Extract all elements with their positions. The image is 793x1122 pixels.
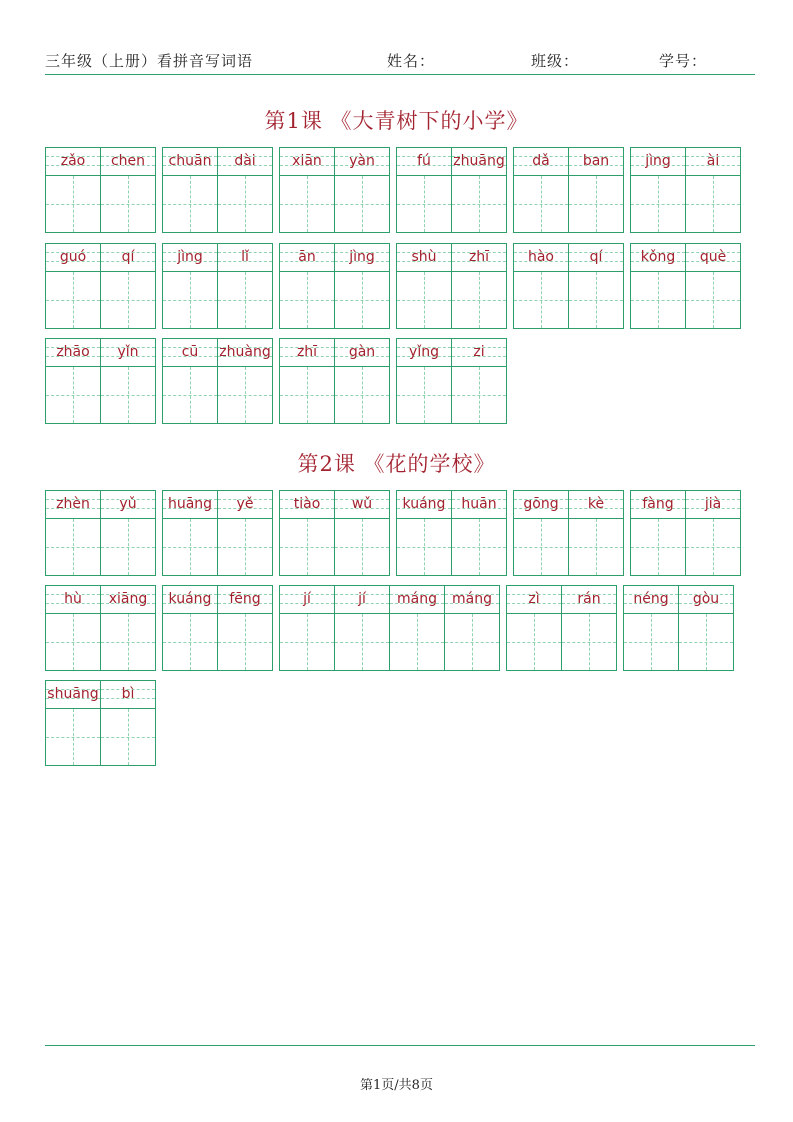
tianzige-box[interactable]	[631, 176, 685, 232]
pinyin-text: fàng	[642, 496, 674, 512]
character-cell[interactable]	[334, 338, 390, 424]
pinyin-text: jìng	[349, 249, 375, 265]
pinyin-text: kuáng	[402, 496, 446, 512]
pinyin-text: guó	[59, 249, 87, 265]
tianzige-box[interactable]	[631, 519, 685, 575]
pinyin-text: gòu	[692, 591, 720, 607]
tianzige-box[interactable]	[163, 614, 217, 670]
pinyin-line	[101, 339, 155, 367]
character-cell[interactable]	[217, 338, 273, 424]
pinyin-line	[163, 491, 217, 519]
character-cell[interactable]	[45, 338, 101, 424]
pinyin-line	[101, 586, 155, 614]
tianzige-box[interactable]	[686, 176, 740, 232]
word-box	[506, 585, 617, 671]
character-cell[interactable]	[279, 490, 335, 576]
tianzige-box[interactable]	[514, 519, 568, 575]
pinyin-text: jìng	[645, 153, 671, 169]
pinyin-line	[397, 148, 451, 176]
word-box	[396, 338, 507, 424]
character-cell[interactable]	[100, 680, 156, 766]
word-box	[630, 147, 741, 233]
character-cell[interactable]	[630, 490, 686, 576]
character-cell[interactable]	[217, 147, 273, 233]
page-number: 第1页/共8页	[360, 1078, 433, 1093]
pinyin-line	[686, 244, 740, 272]
pinyin-line	[335, 148, 389, 176]
lesson-2-title: 第2课 《花的学校》	[297, 452, 496, 476]
tianzige-box[interactable]	[569, 519, 623, 575]
tianzige-box[interactable]	[562, 614, 616, 670]
pinyin-text: dài	[234, 153, 256, 169]
tianzige-box[interactable]	[163, 367, 217, 423]
tianzige-box[interactable]	[101, 176, 155, 232]
pinyin-line	[397, 244, 451, 272]
pinyin-line	[562, 586, 616, 614]
pinyin-text: xiāng	[108, 591, 148, 607]
tianzige-box[interactable]	[397, 519, 451, 575]
character-cell[interactable]	[100, 490, 156, 576]
character-cell[interactable]	[678, 585, 734, 671]
pinyin-line	[514, 491, 568, 519]
character-cell[interactable]	[279, 147, 335, 233]
character-cell[interactable]	[45, 585, 101, 671]
word-box	[630, 490, 741, 576]
character-cell[interactable]	[217, 243, 273, 329]
character-cell[interactable]	[45, 147, 101, 233]
word-box	[45, 147, 156, 233]
pinyin-line	[218, 586, 272, 614]
tianzige-box[interactable]	[218, 367, 272, 423]
pinyin-text: huāng	[167, 496, 213, 512]
tianzige-box[interactable]	[218, 272, 272, 328]
tianzige-box[interactable]	[218, 614, 272, 670]
pinyin-text: hù	[64, 591, 82, 607]
tianzige-box[interactable]	[218, 176, 272, 232]
pinyin-text: huān	[461, 496, 497, 512]
character-cell[interactable]	[396, 243, 452, 329]
pinyin-line	[46, 586, 100, 614]
tianzige-box[interactable]	[335, 176, 389, 232]
word-box	[513, 490, 624, 576]
pinyin-text: cū	[181, 344, 199, 360]
character-cell[interactable]	[334, 490, 390, 576]
pinyin-line	[280, 244, 334, 272]
pinyin-text: zi	[473, 344, 485, 360]
character-cell[interactable]	[506, 585, 562, 671]
tianzige-box[interactable]	[452, 367, 506, 423]
character-cell[interactable]	[561, 585, 617, 671]
pinyin-line	[101, 244, 155, 272]
character-cell[interactable]	[162, 243, 218, 329]
tianzige-box[interactable]	[46, 614, 100, 670]
class-label: 班级：	[531, 52, 580, 70]
worksheet-title: 三年级（上册）看拼音写词语	[45, 52, 254, 70]
pinyin-line	[218, 339, 272, 367]
tianzige-box[interactable]	[280, 272, 334, 328]
pinyin-text: wǔ	[351, 496, 373, 512]
pinyin-text: xiān	[292, 153, 322, 169]
pinyin-line	[679, 586, 733, 614]
tianzige-box[interactable]	[101, 709, 155, 765]
pinyin-line	[280, 148, 334, 176]
word-box	[396, 243, 507, 329]
word-row	[45, 243, 741, 329]
pinyin-line	[335, 586, 389, 614]
pinyin-text: qí	[121, 249, 135, 265]
character-cell[interactable]	[630, 147, 686, 233]
word-box	[45, 680, 156, 766]
word-box	[513, 147, 624, 233]
character-cell[interactable]	[451, 147, 507, 233]
word-box	[162, 243, 273, 329]
tianzige-box[interactable]	[452, 519, 506, 575]
tianzige-box[interactable]	[569, 176, 623, 232]
pinyin-line	[569, 244, 623, 272]
tianzige-box[interactable]	[631, 272, 685, 328]
pinyin-text: ài	[706, 153, 720, 169]
pinyin-line	[218, 491, 272, 519]
word-box	[279, 338, 390, 424]
tianzige-box[interactable]	[280, 176, 334, 232]
character-cell[interactable]	[279, 585, 335, 671]
pinyin-line	[163, 148, 217, 176]
pinyin-line	[452, 148, 506, 176]
tianzige-box[interactable]	[507, 614, 561, 670]
tianzige-box[interactable]	[280, 614, 334, 670]
word-box	[396, 490, 507, 576]
character-cell[interactable]	[513, 243, 569, 329]
character-cell[interactable]	[334, 243, 390, 329]
character-cell[interactable]	[162, 585, 218, 671]
pinyin-text: fú	[417, 153, 431, 169]
pinyin-text: gōng	[523, 496, 559, 512]
character-cell[interactable]	[162, 490, 218, 576]
tianzige-box[interactable]	[679, 614, 733, 670]
pinyin-text: zhèn	[56, 496, 90, 512]
pinyin-line	[218, 244, 272, 272]
pinyin-line	[507, 586, 561, 614]
tianzige-box[interactable]	[335, 367, 389, 423]
pinyin-text: kǒng	[640, 249, 676, 265]
pinyin-text: dǎ	[532, 153, 550, 169]
pinyin-text: yǐng	[409, 344, 439, 360]
character-cell[interactable]	[568, 490, 624, 576]
pinyin-text: gàn	[348, 344, 376, 360]
pinyin-line	[397, 339, 451, 367]
character-cell[interactable]	[334, 147, 390, 233]
pinyin-line	[101, 148, 155, 176]
character-cell[interactable]	[685, 147, 741, 233]
pinyin-text: jí	[303, 591, 311, 607]
tianzige-box[interactable]	[397, 367, 451, 423]
character-cell[interactable]	[162, 338, 218, 424]
pinyin-line	[624, 586, 678, 614]
tianzige-box[interactable]	[624, 614, 678, 670]
tianzige-box[interactable]	[101, 614, 155, 670]
lesson-1-title: 第1课 《大青树下的小学》	[264, 109, 529, 133]
tianzige-box[interactable]	[46, 519, 100, 575]
pinyin-text: zhī	[468, 249, 490, 265]
tianzige-box[interactable]	[101, 272, 155, 328]
character-cell[interactable]	[45, 680, 101, 766]
tianzige-box[interactable]	[163, 272, 217, 328]
character-cell[interactable]	[162, 147, 218, 233]
character-cell[interactable]	[568, 147, 624, 233]
character-cell[interactable]	[279, 243, 335, 329]
word-row	[45, 338, 507, 424]
pinyin-line	[46, 148, 100, 176]
pinyin-text: tiào	[293, 496, 321, 512]
pinyin-text: rán	[577, 591, 601, 607]
character-cell[interactable]	[100, 585, 156, 671]
tianzige-box[interactable]	[163, 519, 217, 575]
tianzige-box[interactable]	[46, 709, 100, 765]
pinyin-text: zì	[528, 591, 540, 607]
tianzige-box[interactable]	[686, 272, 740, 328]
character-cell[interactable]	[685, 490, 741, 576]
tianzige-box[interactable]	[397, 272, 451, 328]
word-box	[162, 147, 273, 233]
character-cell[interactable]	[685, 243, 741, 329]
character-cell[interactable]	[623, 585, 679, 671]
pinyin-text: kè	[587, 496, 605, 512]
footer-divider	[45, 1045, 755, 1046]
character-cell[interactable]	[568, 243, 624, 329]
pinyin-text: máng	[397, 591, 437, 607]
character-cell[interactable]	[451, 338, 507, 424]
character-cell[interactable]	[217, 585, 273, 671]
word-row	[45, 490, 741, 576]
word-row	[45, 147, 741, 233]
tianzige-box[interactable]	[335, 272, 389, 328]
pinyin-line	[452, 244, 506, 272]
tianzige-box[interactable]	[218, 519, 272, 575]
pinyin-text: yàn	[349, 153, 375, 169]
pinyin-text: zǎo	[60, 153, 86, 169]
pinyin-line	[686, 491, 740, 519]
pinyin-line	[46, 491, 100, 519]
pinyin-text: shù	[411, 249, 437, 265]
tianzige-box[interactable]	[46, 176, 100, 232]
pinyin-line	[397, 491, 451, 519]
word-box	[45, 490, 156, 576]
tianzige-box[interactable]	[280, 519, 334, 575]
pinyin-text: què	[699, 249, 727, 265]
pinyin-line	[335, 339, 389, 367]
tianzige-box[interactable]	[335, 519, 389, 575]
pinyin-text: fēng	[229, 591, 261, 607]
word-box	[162, 338, 273, 424]
name-label: 姓名：	[387, 52, 436, 70]
pinyin-text: hào	[527, 249, 555, 265]
pinyin-line	[101, 681, 155, 709]
pinyin-text: yě	[236, 496, 254, 512]
character-cell[interactable]	[100, 243, 156, 329]
character-cell[interactable]	[396, 147, 452, 233]
word-box	[623, 585, 734, 671]
pinyin-text: zhuāng	[453, 153, 505, 169]
pinyin-line	[46, 244, 100, 272]
word-box	[279, 243, 390, 329]
tianzige-box[interactable]	[452, 272, 506, 328]
character-cell[interactable]	[396, 338, 452, 424]
tianzige-box[interactable]	[397, 176, 451, 232]
tianzige-box[interactable]	[163, 176, 217, 232]
word-box	[630, 243, 741, 329]
pinyin-text: zhuàng	[219, 344, 271, 360]
character-cell[interactable]	[45, 490, 101, 576]
tianzige-box[interactable]	[569, 272, 623, 328]
character-cell[interactable]	[45, 243, 101, 329]
word-box	[279, 585, 500, 671]
tianzige-box[interactable]	[686, 519, 740, 575]
pinyin-text: néng	[633, 591, 669, 607]
pinyin-text: zhāo	[56, 344, 90, 360]
character-cell[interactable]	[396, 490, 452, 576]
pinyin-line	[163, 339, 217, 367]
word-box	[45, 338, 156, 424]
word-box	[45, 243, 156, 329]
pinyin-line	[335, 244, 389, 272]
character-cell[interactable]	[100, 147, 156, 233]
word-box	[279, 490, 390, 576]
word-box	[162, 585, 273, 671]
pinyin-line	[445, 586, 499, 614]
pinyin-text: lǐ	[241, 249, 249, 265]
pinyin-line	[280, 339, 334, 367]
pinyin-line	[452, 339, 506, 367]
pinyin-text: kuáng	[168, 591, 212, 607]
pinyin-line	[452, 491, 506, 519]
pinyin-text: qí	[589, 249, 603, 265]
pinyin-text: jìng	[177, 249, 203, 265]
pinyin-text: yǔ	[119, 496, 137, 512]
character-cell[interactable]	[451, 243, 507, 329]
word-box	[279, 147, 390, 233]
student-id-label: 学号：	[659, 52, 708, 70]
word-row	[45, 585, 734, 671]
character-cell[interactable]	[630, 243, 686, 329]
pinyin-line	[686, 148, 740, 176]
word-box	[396, 147, 507, 233]
pinyin-line	[631, 491, 685, 519]
tianzige-box[interactable]	[390, 614, 444, 670]
pinyin-line	[569, 491, 623, 519]
character-cell[interactable]	[279, 338, 335, 424]
character-cell[interactable]	[334, 585, 390, 671]
pinyin-line	[631, 148, 685, 176]
character-cell[interactable]	[217, 490, 273, 576]
pinyin-text: máng	[452, 591, 492, 607]
pinyin-text: ban	[582, 153, 610, 169]
pinyin-line	[514, 244, 568, 272]
character-cell[interactable]	[513, 490, 569, 576]
tianzige-box[interactable]	[514, 176, 568, 232]
pinyin-text: yǐn	[117, 344, 139, 360]
pinyin-line	[46, 339, 100, 367]
pinyin-line	[335, 491, 389, 519]
pinyin-line	[280, 491, 334, 519]
character-cell[interactable]	[444, 585, 500, 671]
character-cell[interactable]	[389, 585, 445, 671]
character-cell[interactable]	[513, 147, 569, 233]
pinyin-text: chuān	[168, 153, 212, 169]
word-box	[45, 585, 156, 671]
pinyin-text: jí	[358, 591, 366, 607]
page-header	[45, 48, 755, 75]
tianzige-box[interactable]	[101, 367, 155, 423]
pinyin-text: shuāng	[47, 686, 99, 702]
pinyin-line	[163, 586, 217, 614]
character-cell[interactable]	[451, 490, 507, 576]
pinyin-line	[280, 586, 334, 614]
pinyin-line	[390, 586, 444, 614]
tianzige-box[interactable]	[46, 272, 100, 328]
pinyin-text: jià	[704, 496, 722, 512]
tianzige-box[interactable]	[335, 614, 389, 670]
tianzige-box[interactable]	[46, 367, 100, 423]
word-box	[162, 490, 273, 576]
tianzige-box[interactable]	[280, 367, 334, 423]
word-box	[513, 243, 624, 329]
pinyin-line	[101, 491, 155, 519]
word-row	[45, 680, 156, 766]
pinyin-line	[514, 148, 568, 176]
pinyin-text: zhī	[296, 344, 318, 360]
pinyin-text: bì	[121, 686, 135, 702]
pinyin-line	[569, 148, 623, 176]
pinyin-line	[631, 244, 685, 272]
pinyin-text: ān	[298, 249, 316, 265]
pinyin-line	[163, 244, 217, 272]
tianzige-box[interactable]	[101, 519, 155, 575]
tianzige-box[interactable]	[452, 176, 506, 232]
tianzige-box[interactable]	[445, 614, 499, 670]
character-cell[interactable]	[100, 338, 156, 424]
tianzige-box[interactable]	[514, 272, 568, 328]
pinyin-line	[218, 148, 272, 176]
pinyin-line	[46, 681, 100, 709]
pinyin-text: chen	[110, 153, 146, 169]
